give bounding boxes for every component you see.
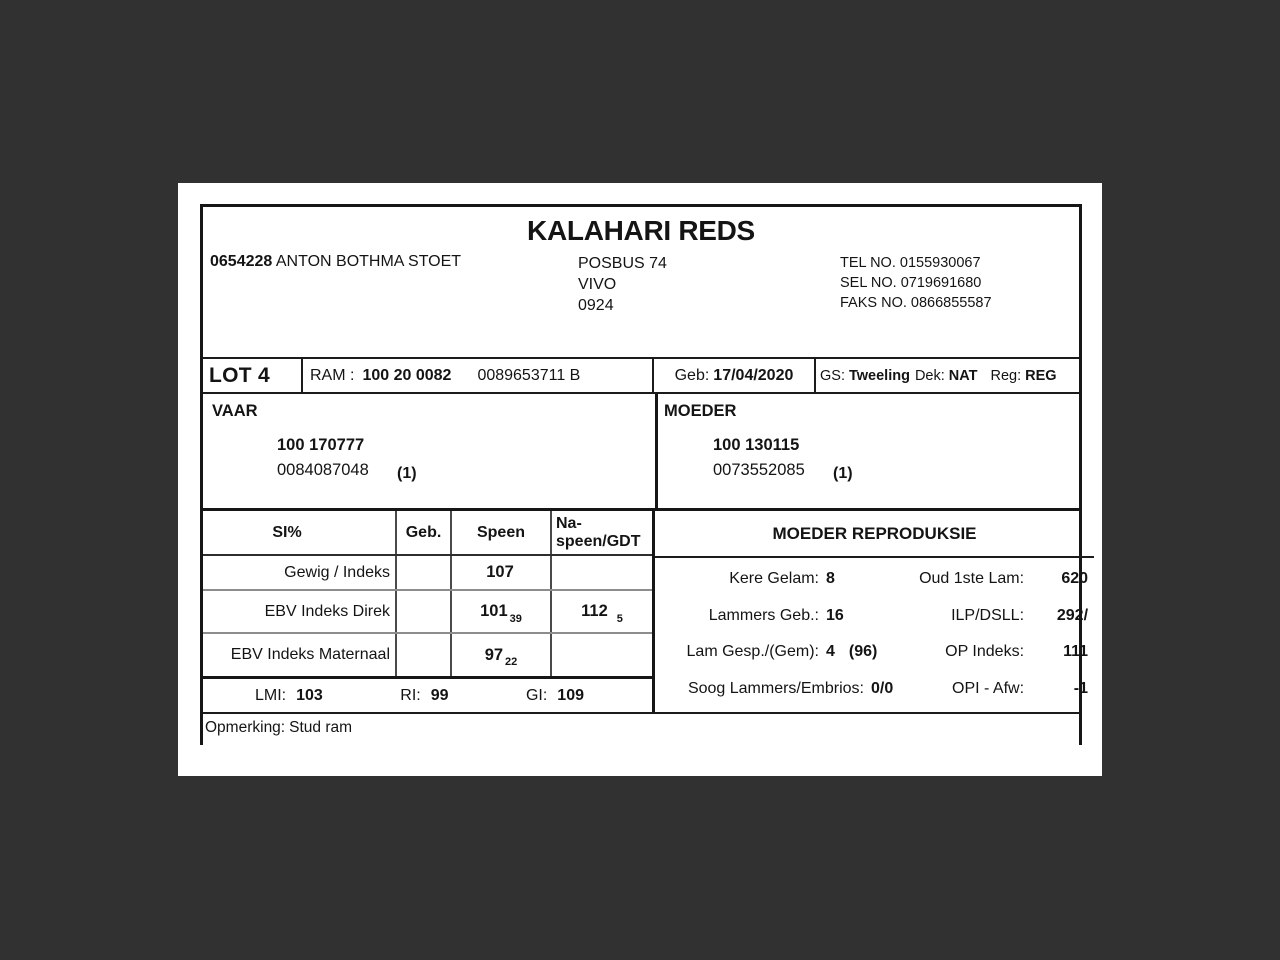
geb-date: 17/04/2020 (713, 366, 794, 384)
stat-value-extra: (96) (848, 643, 878, 661)
address-block (578, 253, 840, 316)
sire-id: 100 170777 (277, 436, 365, 454)
stat-value (819, 643, 907, 661)
ram-registration: 0089653711 B (477, 366, 581, 384)
stat-value-main: 4 (826, 643, 835, 661)
gi-pair (526, 687, 584, 705)
reproduction-row (659, 598, 1088, 635)
geb-cell-empty (395, 591, 450, 632)
dek-value: NAT (948, 367, 978, 384)
stat-value: 111 (1063, 643, 1089, 661)
si-index-table (203, 511, 655, 712)
scanned-page (178, 183, 1102, 776)
dam-note: (1) (833, 465, 853, 482)
stat-value: 292/ (1056, 606, 1089, 624)
speen-value: 107 (486, 563, 514, 581)
naspeen-value-cell (550, 634, 652, 676)
reproduction-row (659, 561, 1088, 598)
naspeen-value-cell (550, 591, 652, 632)
lot-row (203, 357, 1079, 392)
tel-number: TEL NO. 0155930067 (840, 255, 981, 271)
stat-label: Soog Lammers/Embrios: (687, 679, 864, 697)
ri-pair (400, 687, 448, 705)
table-row (203, 591, 652, 634)
stat-label: OP Indeks: (945, 643, 1025, 661)
ram-id-cell (301, 359, 652, 392)
dam-cell (655, 394, 1079, 508)
index-summary-row (203, 679, 652, 712)
gi-value: 109 (557, 686, 584, 704)
catalog-card (200, 204, 1089, 745)
stat-value (864, 680, 952, 698)
reg-label: Reg: (990, 367, 1022, 384)
si-header-label: SI% (272, 523, 302, 541)
stat-value: 620 (1061, 570, 1089, 588)
remark-row (203, 712, 1079, 745)
stud-title: KALAHARI REDS (527, 215, 755, 246)
dam-id: 100 130115 (713, 436, 800, 454)
breeder-number: 0654228 (210, 253, 273, 270)
sire-registration: 0084087048 (277, 461, 369, 479)
ram-id: 100 20 0082 (362, 366, 452, 384)
lmi-label: LMI: (255, 686, 287, 704)
si-table-header (203, 511, 652, 556)
naspeen-value-cell (550, 556, 652, 589)
speen-value-cell (450, 634, 550, 676)
table-row (203, 634, 652, 679)
speen-value: 101 (480, 602, 508, 620)
speen-accuracy: 39 (509, 612, 522, 625)
ri-label: RI: (400, 686, 421, 704)
ram-label: RAM : (310, 366, 355, 384)
dam-registration: 0073552085 (713, 461, 805, 479)
speen-value-cell (450, 591, 550, 632)
si-header-speen: Speen (450, 511, 550, 554)
stat-label: ILP/DSLL: (951, 606, 1025, 624)
breeder-block (203, 253, 578, 316)
si-header-geb: Geb. (395, 511, 450, 554)
lmi-value: 103 (296, 686, 323, 704)
remark-value: Stud ram (289, 719, 353, 736)
stat-value (819, 570, 907, 588)
naspeen-value: 112 (581, 602, 608, 620)
si-header-naspeen: Na-speen/GDT (550, 511, 652, 554)
stat-value-main: 8 (826, 570, 835, 588)
address-line-2: VIVO (578, 276, 617, 293)
reproduction-row (659, 634, 1088, 671)
cell-number: SEL NO. 0719691680 (840, 275, 982, 291)
geb-cell-empty (395, 634, 450, 676)
geb-label: Geb: (674, 366, 710, 384)
lot-number: LOT 4 (209, 363, 271, 387)
dam-reproduction-panel (655, 511, 1094, 712)
reproduction-heading: MOEDER REPRODUKSIE (655, 511, 1094, 558)
birthdate-cell (652, 359, 814, 392)
gs-label: GS: (820, 367, 845, 384)
gi-label: GI: (525, 686, 548, 704)
speen-value-cell (450, 556, 550, 589)
dam-heading: MOEDER (664, 402, 737, 420)
lower-zone (203, 508, 1089, 712)
dek-label: Dek: (914, 367, 945, 384)
remark-label: Opmerking: (205, 719, 286, 736)
stat-value-main: 16 (826, 606, 844, 624)
sire-heading: VAAR (212, 402, 258, 420)
address-line-3: 0924 (578, 297, 614, 314)
fax-number: FAKS NO. 0866855587 (840, 295, 992, 311)
stat-value-main: 0/0 (871, 679, 894, 697)
card-header (203, 207, 1079, 357)
dam-ids (713, 433, 853, 483)
breeder-name: ANTON BOTHMA STOET (275, 253, 462, 270)
parents-row (203, 392, 1079, 508)
address-line-1: POSBUS 74 (578, 255, 667, 272)
naspeen-accuracy: 5 (616, 612, 623, 625)
sire-note: (1) (397, 465, 417, 482)
ri-value: 99 (430, 686, 449, 704)
stat-label: OPI - Afw: (952, 679, 1025, 697)
sire-cell (203, 394, 655, 508)
stat-label: Oud 1ste Lam: (919, 570, 1025, 588)
stat-label: Kere Gelam: (729, 570, 819, 588)
stat-value (819, 607, 907, 625)
reproduction-row (659, 671, 1088, 708)
stat-label: Lam Gesp./(Gem): (686, 643, 819, 661)
geb-cell-empty (395, 556, 450, 589)
speen-value: 97 (484, 645, 504, 664)
table-row (203, 556, 652, 591)
breeder-info-row (203, 253, 1079, 316)
row-label: EBV Indeks Maternaal (230, 646, 390, 663)
status-cell (814, 359, 1079, 392)
row-label: EBV Indeks Direk (264, 602, 390, 620)
row-label: Gewig / Indeks (284, 563, 390, 581)
reg-value: REG (1025, 367, 1057, 384)
reproduction-rows (655, 558, 1094, 712)
sire-ids (277, 433, 417, 483)
stat-value: -1 (1073, 679, 1089, 697)
stat-label: Lammers Geb.: (708, 606, 819, 624)
lmi-pair (255, 687, 323, 705)
contact-block (840, 253, 1079, 316)
speen-accuracy: 22 (505, 656, 518, 668)
gs-value: Tweeling (848, 367, 910, 384)
